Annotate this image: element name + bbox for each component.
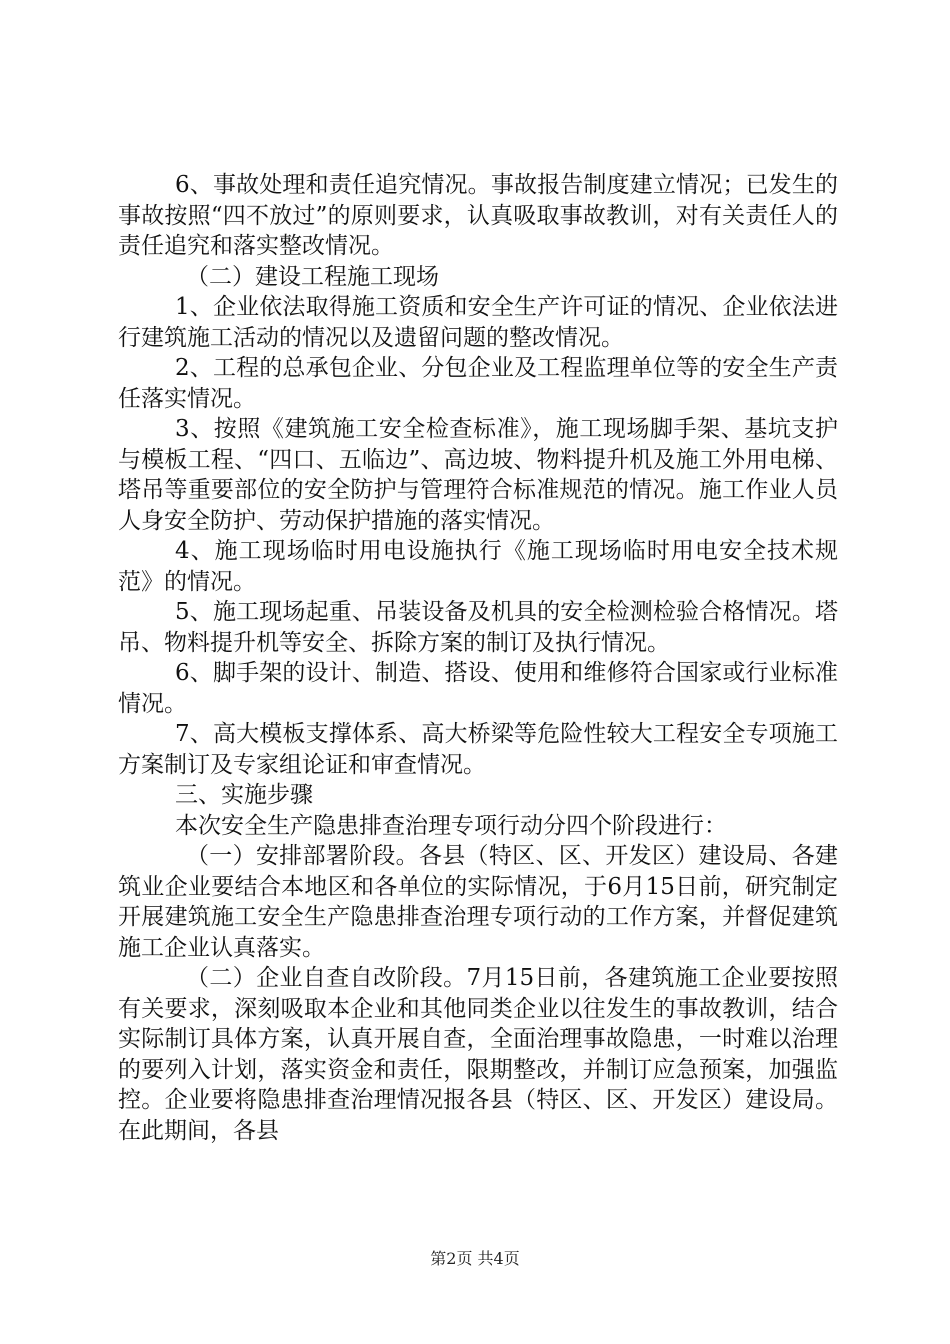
page-footer: 第2页 共4页 [430, 1249, 520, 1268]
paragraph: 2、工程的总承包企业、分包企业及工程监理单位等的安全生产责任落实情况。 [118, 355, 838, 412]
paragraph: 1、企业依法取得施工资质和安全生产许可证的情况、企业依法进行建筑施工活动的情况以及遗留问题的整改情况。 [118, 294, 838, 351]
paragraph: 4、施工现场临时用电设施执行《施工现场临时用电安全技术规范》的情况。 [118, 538, 838, 595]
paragraph: 6、脚手架的设计、制造、搭设、使用和维修符合国家或行业标准情况。 [118, 660, 838, 717]
paragraph: 5、施工现场起重、吊装设备及机具的安全检测检验合格情况。塔吊、物料提升机等安全、拆除方案的制订及执行情况。 [118, 599, 838, 656]
paragraph: 7、高大模板支撑体系、高大桥梁等危险性较大工程安全专项施工方案制订及专家组论证和审查情况。 [118, 721, 838, 778]
paragraph: 3、按照《建筑施工安全检查标准》，施工现场脚手架、基坑支护与模板工程、“四口、五临边”、高边坡、物料提升机及施工外用电梯、塔吊等重要部位的安全防护与管理符合标准规范的情况。施工作业人员人身安全防护、劳动保护措施的落实情况。 [118, 416, 838, 534]
paragraph: 6、事故处理和责任追究情况。事故报告制度建立情况；已发生的事故按照“四不放过”的原则要求，认真吸取事故教训，对有关责任人的责任追究和落实整改情况。 [118, 172, 838, 259]
section-heading: 三、实施步骤 [175, 782, 313, 808]
paragraph: （二）企业自查自改阶段。7月15日前，各建筑施工企业要按照有关要求，深刻吸取本企业和其他同类企业以往发生的事故教训，结合实际制订具体方案，认真开展自查，全面治理事故隐患，一时难以治理的要列入计划，落实资金和责任，限期整改，并制订应急预案，加强监控。企业要将隐患排查治理情况报各县（特区、区、开发区）建设局。在此期间，各县 [118, 965, 838, 1144]
paragraph: （一）安排部署阶段。各县（特区、区、开发区）建设局、各建筑业企业要结合本地区和各单位的实际情况，于6月15日前，研究制定开展建筑施工安全生产隐患排查治理专项行动的工作方案，并督促建筑施工企业认真落实。 [118, 843, 838, 961]
paragraph: 本次安全生产隐患排查治理专项行动分四个阶段进行： [175, 812, 727, 839]
document-body [118, 170, 838, 1146]
section-heading: （二）建设工程施工现场 [186, 263, 439, 290]
